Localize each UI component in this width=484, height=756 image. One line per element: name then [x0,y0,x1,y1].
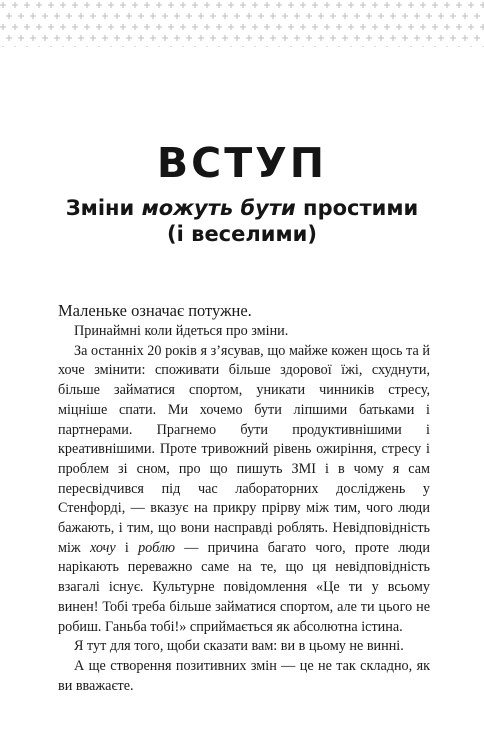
plus-mark [12,2,18,8]
plus-mark [402,13,408,19]
plus-mark [390,13,396,19]
plus-mark [420,24,426,30]
plus-mark [288,24,294,30]
plus-mark [312,2,318,8]
plus-mark [60,24,66,30]
plus-mark [36,46,42,47]
plus-mark [480,2,484,8]
plus-mark [414,13,420,19]
plus-mark [432,24,438,30]
plus-mark [72,24,78,30]
plus-mark [6,13,12,19]
plus-mark [288,46,294,47]
plus-mark [264,24,270,30]
header-pattern [0,0,484,47]
plus-mark [384,2,390,8]
plus-mark [78,13,84,19]
plus-mark [84,24,90,30]
paragraph-text: і [115,539,139,556]
plus-mark [372,2,378,8]
plus-mark [438,35,444,41]
plus-mark [444,46,450,47]
plus-mark [186,35,192,41]
plus-mark [270,13,276,19]
paragraph-4: А ще створення позитивних змін — це не так складно, як ви вважаєте. [58,657,430,694]
plus-mark [108,46,114,47]
plus-mark [120,24,126,30]
plus-mark [474,35,480,41]
plus-mark [366,35,372,41]
plus-mark [432,2,438,8]
plus-mark [480,24,484,30]
plus-mark [114,13,120,19]
plus-mark [48,2,54,8]
emphasis-text: хочу [89,539,116,556]
plus-mark [0,24,6,30]
plus-mark [312,46,318,47]
plus-mark [18,13,24,19]
plus-mark [96,24,102,30]
plus-mark [192,2,198,8]
plus-mark [438,13,444,19]
plus-mark [282,13,288,19]
plus-mark [228,24,234,30]
plus-mark [162,35,168,41]
plus-mark [24,24,30,30]
plus-mark [474,13,480,19]
plus-mark [276,46,282,47]
plus-mark [354,35,360,41]
plus-mark [66,13,72,19]
plus-mark [216,24,222,30]
plus-mark [90,13,96,19]
plus-mark [408,24,414,30]
plus-mark [300,24,306,30]
plus-mark [126,13,132,19]
plus-mark [300,46,306,47]
plus-mark [156,2,162,8]
plus-mark [96,46,102,47]
plus-mark [84,2,90,8]
plus-mark [234,35,240,41]
plus-mark [480,46,484,47]
plus-mark [0,46,6,47]
plus-mark [36,2,42,8]
plus-mark [84,46,90,47]
subtitle-line-1 [0,195,484,221]
plus-mark [204,2,210,8]
plus-mark [360,2,366,8]
plus-mark [264,2,270,8]
plus-mark [336,46,342,47]
plus-mark [240,46,246,47]
plus-mark [144,2,150,8]
plus-mark [180,2,186,8]
paragraph-text: — причина багато чого, проте люди нарікають переважно саме на те, що ця невідповідність взагалі існує. Культурне повідомлення «Це ти у всьому винен! Тобі треба більше займатися спортом, але ти цього не робиш. Ганьба тобі!» сприймається як абсолютна істина. [58,539,430,635]
plus-mark [402,35,408,41]
plus-mark [120,46,126,47]
plus-mark [30,13,36,19]
plus-mark [252,46,258,47]
plus-mark [204,46,210,47]
plus-mark [288,2,294,8]
plus-mark [108,2,114,8]
plus-mark [210,13,216,19]
plus-mark [294,35,300,41]
plus-mark [240,24,246,30]
plus-mark [456,2,462,8]
plus-mark [294,13,300,19]
plus-mark [150,13,156,19]
plus-mark [324,2,330,8]
plus-mark [336,24,342,30]
plus-mark [420,46,426,47]
plus-mark [120,2,126,8]
plus-mark [432,46,438,47]
plus-mark [342,13,348,19]
plus-mark [396,46,402,47]
plus-mark [174,13,180,19]
plus-mark [390,35,396,41]
plus-mark [48,24,54,30]
plus-mark [24,2,30,8]
plus-mark [450,35,456,41]
plus-mark [318,35,324,41]
plus-mark [228,46,234,47]
plus-mark [306,13,312,19]
plus-mark [408,46,414,47]
plus-mark [348,24,354,30]
plus-mark [216,46,222,47]
paragraph-2 [58,342,430,638]
plus-mark [6,35,12,41]
plus-mark [36,24,42,30]
plus-mark [372,46,378,47]
plus-mark [342,35,348,41]
plus-mark [468,46,474,47]
plus-mark [30,35,36,41]
plus-mark [396,24,402,30]
plus-mark [234,13,240,19]
plus-mark [276,24,282,30]
plus-mark [216,2,222,8]
plus-mark [90,35,96,41]
plus-mark [192,46,198,47]
plus-mark [300,2,306,8]
plus-mark [168,2,174,8]
plus-mark [468,24,474,30]
plus-mark [48,46,54,47]
plus-mark [18,35,24,41]
plus-mark [462,35,468,41]
plus-mark [108,24,114,30]
chapter-title: ВСТУП [156,139,328,187]
plus-mark [456,24,462,30]
plus-mark [42,13,48,19]
emphasis-text: роблю [138,539,176,556]
plus-mark [378,35,384,41]
plus-mark [126,35,132,41]
plus-mark [54,35,60,41]
plus-mark [150,35,156,41]
plus-mark [168,46,174,47]
plus-mark [348,2,354,8]
plus-mark [360,24,366,30]
plus-mark [138,35,144,41]
plus-mark [186,13,192,19]
plus-mark [162,13,168,19]
plus-mark [330,35,336,41]
plus-mark [426,13,432,19]
plus-mark [42,35,48,41]
plus-mark [252,2,258,8]
plus-mark [246,35,252,41]
paragraph-1: Принаймні коли йдеться про зміни. [74,323,289,339]
plus-mark [180,24,186,30]
plus-mark [222,35,228,41]
plus-mark [144,24,150,30]
plus-mark [444,24,450,30]
plus-mark [384,24,390,30]
plus-mark [156,46,162,47]
plus-mark [378,13,384,19]
plus-mark [282,35,288,41]
plus-mark [12,46,18,47]
plus-mark [396,2,402,8]
plus-mark [372,24,378,30]
plus-mark [132,24,138,30]
plus-mark [270,35,276,41]
subtitle-line-2: (і веселими) [167,222,317,246]
plus-mark [114,35,120,41]
plus-mark [132,2,138,8]
plus-mark [174,35,180,41]
chapter-subtitle [0,195,484,247]
subtitle-emphasis: можуть бути [141,196,296,220]
plus-mark [54,13,60,19]
plus-mark [462,13,468,19]
plus-mark [132,46,138,47]
plus-mark [72,2,78,8]
plus-mark [240,2,246,8]
plus-mark [156,24,162,30]
plus-mark [312,24,318,30]
plus-mark [324,46,330,47]
plus-mark [198,35,204,41]
plus-mark [66,35,72,41]
plus-mark [264,46,270,47]
plus-mark [72,46,78,47]
plus-mark [306,35,312,41]
plus-mark [408,2,414,8]
plus-mark [246,13,252,19]
plus-mark [258,35,264,41]
plus-mark [210,35,216,41]
plus-mark [192,24,198,30]
lead-paragraph: Маленьке означає потужне. [58,301,252,320]
body-text [58,300,430,696]
plus-mark [102,35,108,41]
plus-mark [60,46,66,47]
plus-mark [198,13,204,19]
plus-mark [450,13,456,19]
plus-mark [60,2,66,8]
plus-mark [336,2,342,8]
plus-mark [252,24,258,30]
subtitle-text: Зміни [65,196,142,220]
plus-mark [330,13,336,19]
plus-mark [468,2,474,8]
plus-mark [228,2,234,8]
paragraph-3: Я тут для того, щоби сказати вам: ви в цьому не винні. [74,638,404,655]
plus-mark [144,46,150,47]
subtitle-text: простими [295,196,419,220]
plus-mark [222,13,228,19]
plus-mark [180,46,186,47]
plus-mark [258,13,264,19]
plus-mark [420,2,426,8]
plus-mark [354,13,360,19]
plus-mark [324,24,330,30]
plus-mark [168,24,174,30]
plus-mark [360,46,366,47]
paragraph-text: За останніх 20 років я з’ясував, що майже кожен щось та й хоче змінити: споживати більше здорової їжі, схуднути, більше займатися спортом, уникати чинників стресу, міцніше спати. Ми хочемо бути ліпшими батьками і партнерами. Прагнемо бути продуктивнішими і креативнішими. Проте тривожний рівень ожиріння, стресу і проблем зі сном, про що пишуть ЗМІ і в чому я сам пересвідчився під час лабораторних досліджень у Стенфорді, — вказує на прикру прірву між тим, чого люди бажають, і тим, що вони насправді роблять. Невідповідність між [58,342,430,556]
plus-mark [24,46,30,47]
plus-mark [78,35,84,41]
plus-mark [366,13,372,19]
plus-mark [456,46,462,47]
plus-mark [138,13,144,19]
plus-mark [384,46,390,47]
plus-mark [96,2,102,8]
plus-mark [204,24,210,30]
plus-mark [414,35,420,41]
plus-pattern-icon [0,0,484,47]
plus-mark [426,35,432,41]
plus-mark [12,24,18,30]
plus-mark [102,13,108,19]
plus-mark [0,2,6,8]
plus-mark [348,46,354,47]
plus-mark [318,13,324,19]
plus-mark [276,2,282,8]
plus-mark [444,2,450,8]
